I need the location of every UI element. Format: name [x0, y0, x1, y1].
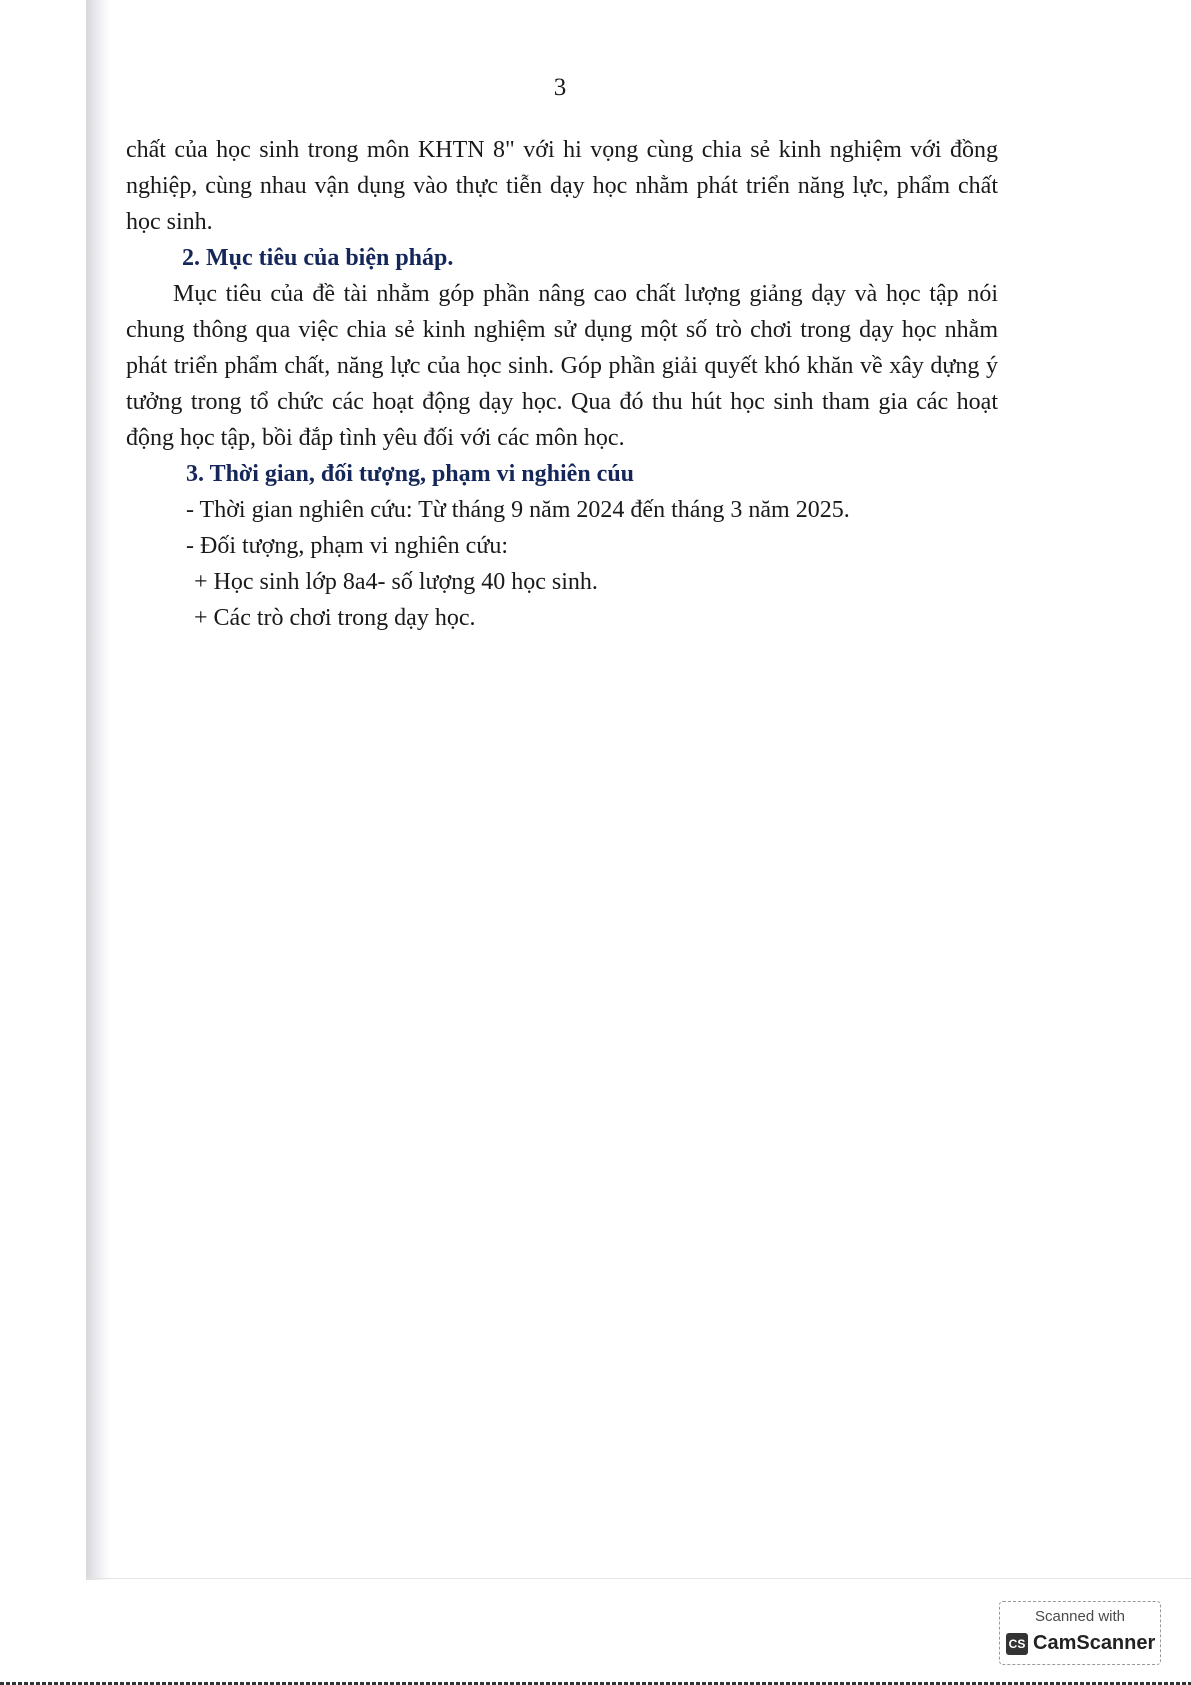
research-scope-item: - Đối tượng, phạm vi nghiên cứu:: [186, 533, 508, 559]
watermark-brand: CamScanner: [1033, 1632, 1156, 1654]
section-3-heading: 3. Thời gian, đối tượng, phạm vi nghiên cúu: [186, 461, 635, 487]
camscanner-watermark: [999, 1601, 1161, 1665]
intro-paragraph: chất của học sinh trong môn KHTN 8" với hi vọng cùng chia sẻ kinh nghiệm với đồng nghiệp, cùng nhau vận dụng vào thực tiễn dạy học nhằm phát triển năng lực, phẩm chất học sinh.: [126, 137, 998, 235]
page-bottom-edge: [86, 1578, 1191, 1579]
research-subject-games: + Các trò chơi trong dạy học.: [194, 605, 476, 631]
page-number: 3: [553, 74, 567, 101]
research-subject-students: + Học sinh lớp 8a4- số lượng 40 học sinh.: [194, 569, 598, 595]
section-2-paragraph: Mục tiêu của đề tài nhằm góp phần nâng cao chất lượng giảng dạy và học tập nói chung thông qua việc chia sẻ kinh nghiệm sử dụng một số trò chơi trong dạy học nhằm phát triển phẩm chất, năng lực của học sinh. Góp phần giải quyết khó khăn về xây dựng ý tưởng trong tổ chức các hoạt động dạy học. Qua đó thu hút học sinh tham gia các hoạt động học tập, bồi đắp tình yêu đối với các môn học.: [126, 281, 998, 451]
scan-edge-shadow: [86, 0, 110, 1580]
section-2-heading: 2. Mục tiêu của biện pháp.: [182, 245, 454, 271]
watermark-caption: Scanned with: [1034, 1608, 1126, 1625]
research-time-item: - Thời gian nghiên cứu: Từ tháng 9 năm 2024 đến tháng 3 năm 2025.: [186, 497, 850, 523]
camscanner-logo-icon: CS: [1006, 1633, 1028, 1655]
document-body: [126, 132, 998, 636]
